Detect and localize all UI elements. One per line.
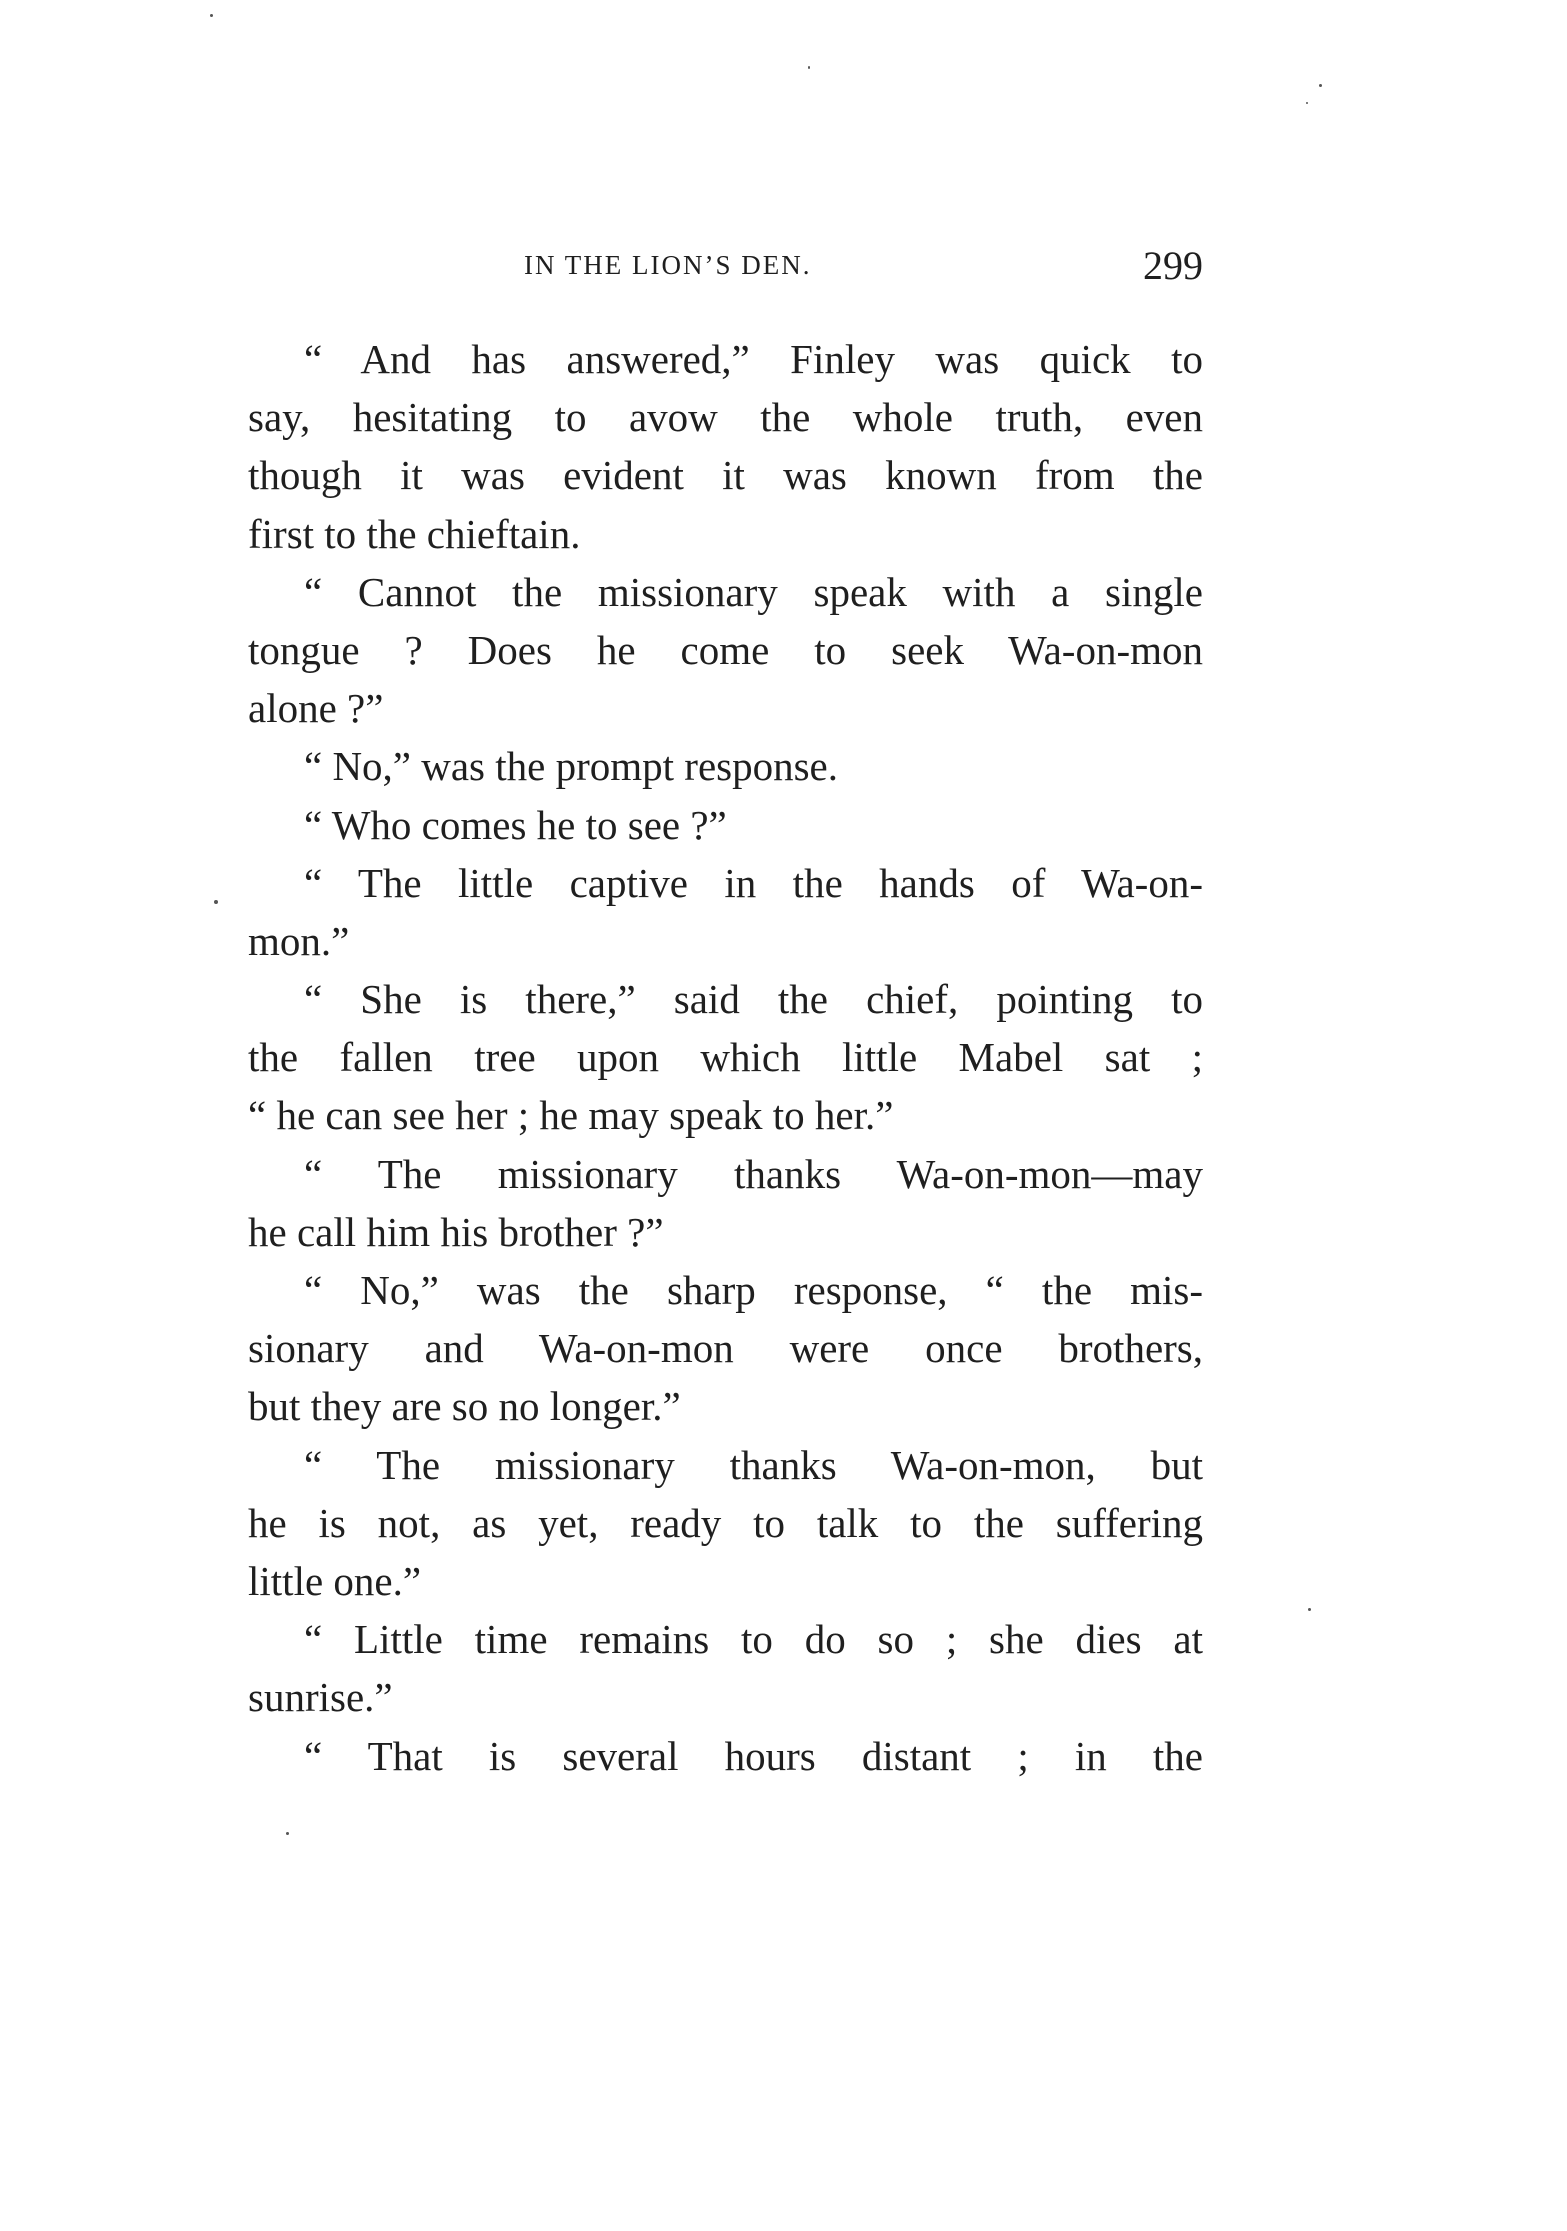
running-head bbox=[248, 243, 1203, 296]
paper-speck bbox=[286, 1832, 289, 1835]
text-line: the fallen tree upon which little Mabel sat ; bbox=[248, 1034, 1203, 1081]
text-line: sionary and Wa-on-mon were once brothers, bbox=[248, 1325, 1203, 1372]
text-line: he call him his brother ?” bbox=[248, 1208, 664, 1255]
running-title: IN THE LION’S DEN. bbox=[524, 250, 812, 280]
paper-speck bbox=[1306, 102, 1308, 104]
text-line: “ Who comes he to see ?” bbox=[304, 801, 727, 848]
text-line: “ No,” was the prompt response. bbox=[304, 743, 839, 790]
text-line: “ That is several hours distant ; in the bbox=[304, 1732, 1203, 1779]
text-line: but they are so no longer.” bbox=[248, 1383, 681, 1430]
paper-speck bbox=[1308, 1608, 1311, 1611]
text-line: alone ?” bbox=[248, 685, 384, 732]
text-line: “ The missionary thanks Wa-on-mon—may bbox=[304, 1150, 1203, 1197]
page-number: 299 bbox=[1143, 243, 1203, 288]
text-line: “ he can see her ; he may speak to her.” bbox=[248, 1092, 894, 1139]
paper-speck bbox=[1319, 84, 1322, 87]
text-line: sunrise.” bbox=[248, 1674, 393, 1721]
text-line: mon.” bbox=[248, 917, 350, 964]
paper-speck bbox=[214, 900, 218, 904]
paper-speck bbox=[210, 14, 213, 17]
text-line: “ And has answered,” Finley was quick to bbox=[304, 336, 1203, 382]
text-line: “ Little time remains to do so ; she dies at bbox=[304, 1616, 1203, 1663]
text-line: first to the chieftain. bbox=[248, 510, 581, 557]
text-line: “ She is there,” said the chief, pointing to bbox=[304, 976, 1203, 1023]
text-line: little one.” bbox=[248, 1557, 422, 1604]
text-line: tongue ? Does he come to seek Wa-on-mon bbox=[248, 626, 1203, 673]
text-line: say, hesitating to avow the whole truth, even bbox=[248, 394, 1203, 441]
text-line: “ Cannot the missionary speak with a single bbox=[304, 568, 1203, 615]
body-text bbox=[248, 330, 1203, 1785]
text-line: he is not, as yet, ready to talk to the suffering bbox=[248, 1499, 1203, 1546]
text-line: though it was evident it was known from the bbox=[248, 452, 1203, 499]
text-line: “ The missionary thanks Wa-on-mon, but bbox=[304, 1441, 1203, 1488]
text-line: “ No,” was the sharp response, “ the mis- bbox=[304, 1267, 1203, 1313]
paper-speck bbox=[808, 66, 810, 69]
text-line: “ The little captive in the hands of Wa-on- bbox=[304, 859, 1203, 906]
